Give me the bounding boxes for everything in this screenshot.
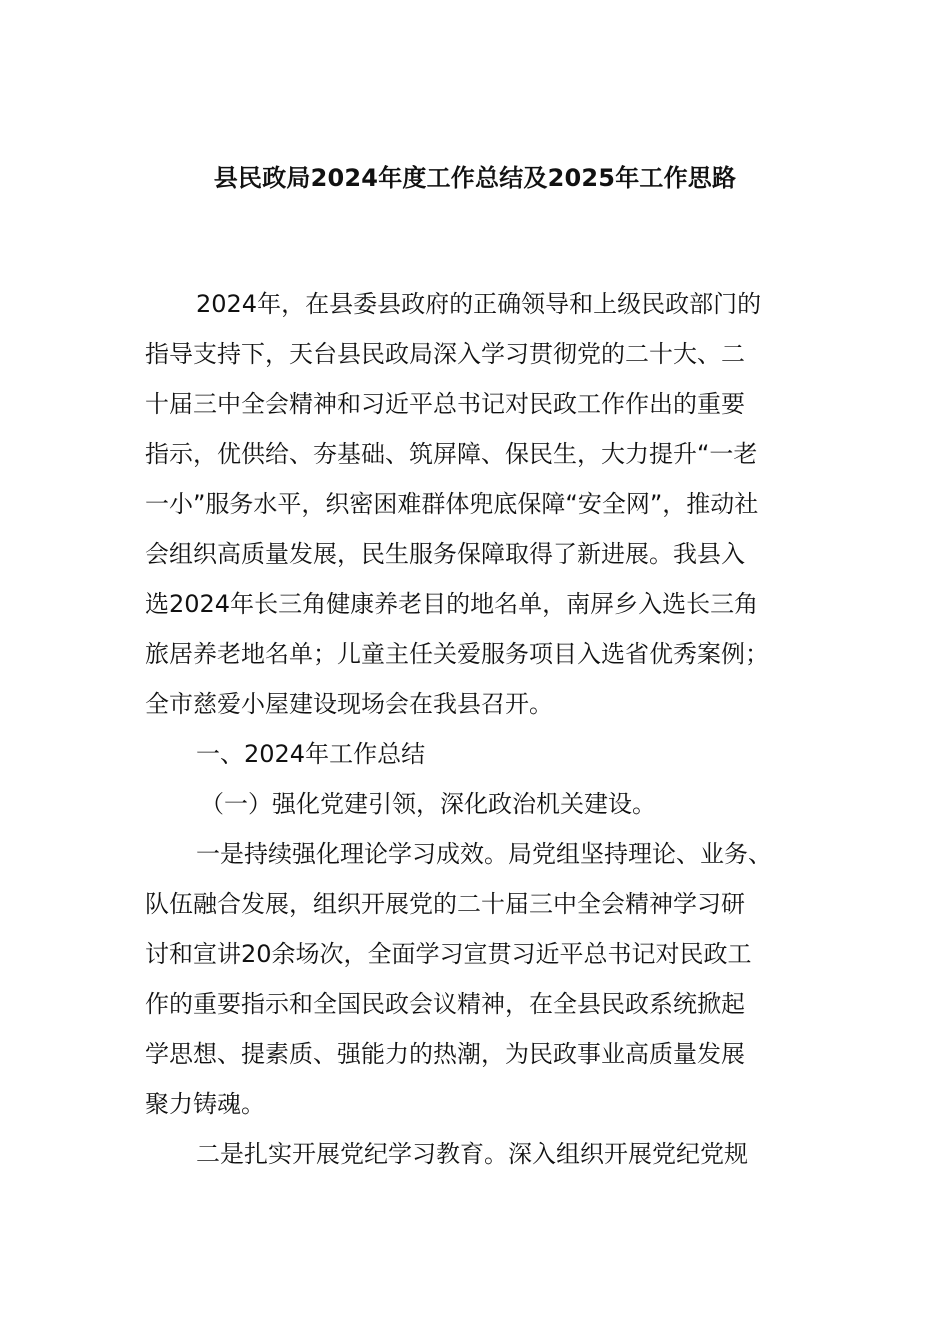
document-title: 县民政局2024年度工作总结及2025年工作思路 xyxy=(213,164,737,192)
paragraph-intro-line-9: 全市慈爱小屋建设现场会在我县召开。 xyxy=(145,690,553,718)
paragraph-intro-line-1: 2024年，在县委县政府的正确领导和上级民政部门的 xyxy=(196,290,762,318)
paragraph-discipline-line-1: 二是扎实开展党纪学习教育。深入组织开展党纪党规 xyxy=(196,1140,748,1168)
paragraph-theory-line-4: 作的重要指示和全国民政会议精神，在全县民政系统掀起 xyxy=(145,990,745,1018)
subsection-heading-1: （一）强化党建引领，深化政治机关建设。 xyxy=(200,790,656,818)
paragraph-theory-line-3: 讨和宣讲20余场次，全面学习宣贯习近平总书记对民政工 xyxy=(145,940,752,968)
paragraph-intro-line-8: 旅居养老地名单；儿童主任关爱服务项目入选省优秀案例； xyxy=(145,640,769,668)
paragraph-intro-line-2: 指导支持下，天台县民政局深入学习贯彻党的二十大、二 xyxy=(145,340,745,368)
section-heading-1: 一、2024年工作总结 xyxy=(196,740,426,768)
paragraph-theory-line-5: 学思想、提素质、强能力的热潮，为民政事业高质量发展 xyxy=(145,1040,745,1068)
paragraph-theory-line-1: 一是持续强化理论学习成效。局党组坚持理论、业务、 xyxy=(196,840,772,868)
document-body xyxy=(145,279,825,1179)
paragraph-intro-line-4: 指示，优供给、夯基础、筑屏障、保民生，大力提升“一老 xyxy=(145,440,758,468)
paragraph-theory-line-2: 队伍融合发展，组织开展党的二十届三中全会精神学习研 xyxy=(145,890,745,918)
paragraph-theory-line-6: 聚力铸魂。 xyxy=(145,1090,265,1118)
paragraph-intro-line-5: 一小”服务水平，织密困难群体兜底保障“安全网”，推动社 xyxy=(145,490,759,518)
paragraph-intro-line-3: 十届三中全会精神和习近平总书记对民政工作作出的重要 xyxy=(145,390,745,418)
paragraph-intro-line-6: 会组织高质量发展，民生服务保障取得了新进展。我县入 xyxy=(145,540,745,568)
paragraph-intro-line-7: 选2024年长三角健康养老目的地名单，南屏乡入选长三角 xyxy=(145,590,759,618)
